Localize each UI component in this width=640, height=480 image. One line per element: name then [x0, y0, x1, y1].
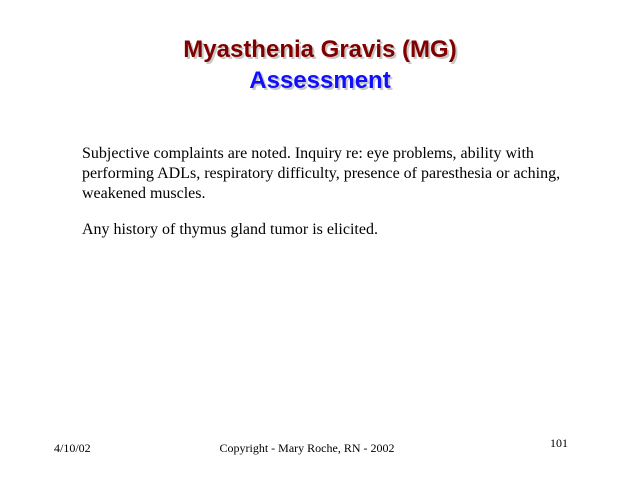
- body-paragraph: Any history of thymus gland tumor is elicited.: [82, 221, 378, 238]
- footer-date: 4/10/02: [54, 441, 91, 455]
- title-line-sub: Assessment: [249, 67, 391, 94]
- slide-title: [0, 34, 640, 96]
- slide-body: [82, 144, 602, 256]
- title-line-main: Myasthenia Gravis (MG): [183, 36, 457, 63]
- page-number: 101: [550, 436, 568, 450]
- body-paragraph: Subjective complaints are noted. Inquiry re: eye problems, ability with performing ADLs, respiratory difficulty, presence of paresthesia or aching, weakened muscles.: [82, 145, 561, 202]
- footer-copyright: Copyright - Mary Roche, RN - 2002: [219, 441, 395, 455]
